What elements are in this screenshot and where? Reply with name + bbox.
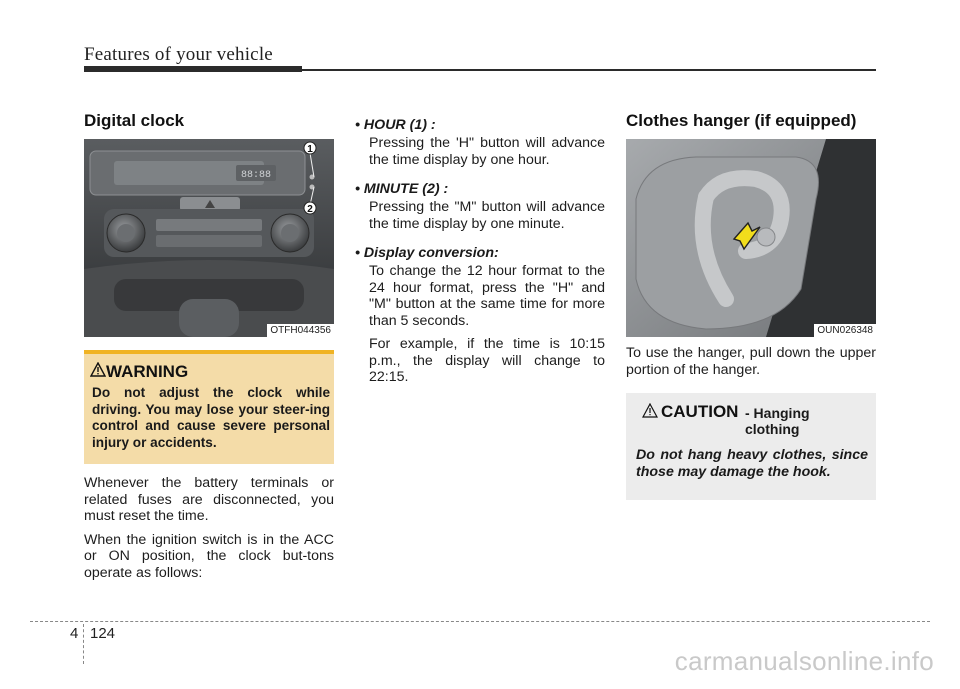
display-readout: 88:88 xyxy=(240,170,272,181)
climate-panel-illustration xyxy=(84,139,334,337)
bullet-text: Pressing the 'H" button will advance the time display by one hour. xyxy=(369,135,605,168)
callout-1: 1 xyxy=(307,144,313,155)
image-caption: OTFH044356 xyxy=(267,324,334,337)
bullet-example: For example, if the time is 10:15 p.m., the display will change to 22:15. xyxy=(369,336,605,385)
bullet-item-display-conversion xyxy=(355,245,605,386)
bullet-heading: • HOUR (1) : xyxy=(355,117,436,133)
clothes-hanger-photo xyxy=(626,139,876,337)
warning-title: WARNING xyxy=(106,362,189,381)
hanger-illustration xyxy=(626,139,876,337)
footer-divider xyxy=(83,624,84,664)
clothes-hanger-heading: Clothes hanger (if equipped) xyxy=(626,111,857,130)
digital-clock-heading: Digital clock xyxy=(84,111,185,130)
clock-paragraph: When the ignition switch is in the ACC or ON position, the clock but-tons operate as follows: xyxy=(84,531,334,581)
clock-paragraphs xyxy=(84,475,334,588)
chapter-number: 4 xyxy=(70,625,79,642)
bullet-text: To change the 12 hour format to the 24 hour format, press the "H" and "M" button at the same time for more than 5 seconds. xyxy=(369,263,605,329)
image-caption: OUN026348 xyxy=(814,324,876,337)
header-bar xyxy=(84,66,302,72)
bullet-heading: • MINUTE (2) : xyxy=(355,181,449,197)
callout-2: 2 xyxy=(307,204,313,215)
caution-icon xyxy=(642,403,658,423)
page-number: 124 xyxy=(90,625,116,642)
clock-paragraph: Whenever the battery terminals or related fuses are disconnected, you must reset the time. xyxy=(84,475,334,524)
bullet-item-minute xyxy=(355,181,605,232)
caution-text: Do not hang heavy clothes, since those may damage the hook. xyxy=(636,447,868,480)
warning-text: Do not adjust the clock while driving. You may lose your steer-ing control and cause severe personal injury or accidents. xyxy=(92,385,330,450)
watermark: carmanualsonline.info xyxy=(674,646,934,676)
warning-icon xyxy=(90,362,106,382)
bullet-item-hour xyxy=(355,117,605,168)
bullet-list xyxy=(355,117,605,386)
climate-panel-photo xyxy=(84,139,334,337)
header-rule xyxy=(302,69,876,71)
bullet-heading: • Display conversion: xyxy=(355,245,499,261)
caution-title: CAUTION xyxy=(661,402,739,421)
hanger-text: To use the hanger, pull down the upper portion of the hanger. xyxy=(626,345,876,378)
caution-title-row xyxy=(661,402,738,422)
caution-subtitle: - Hanging clothing xyxy=(745,405,810,437)
hanger-paragraph xyxy=(626,345,876,385)
bullet-text: Pressing the "M" button will advance the time display by one minute. xyxy=(369,199,605,232)
footer-rule xyxy=(30,621,930,622)
page-header-title: Features of your vehicle xyxy=(84,44,273,65)
